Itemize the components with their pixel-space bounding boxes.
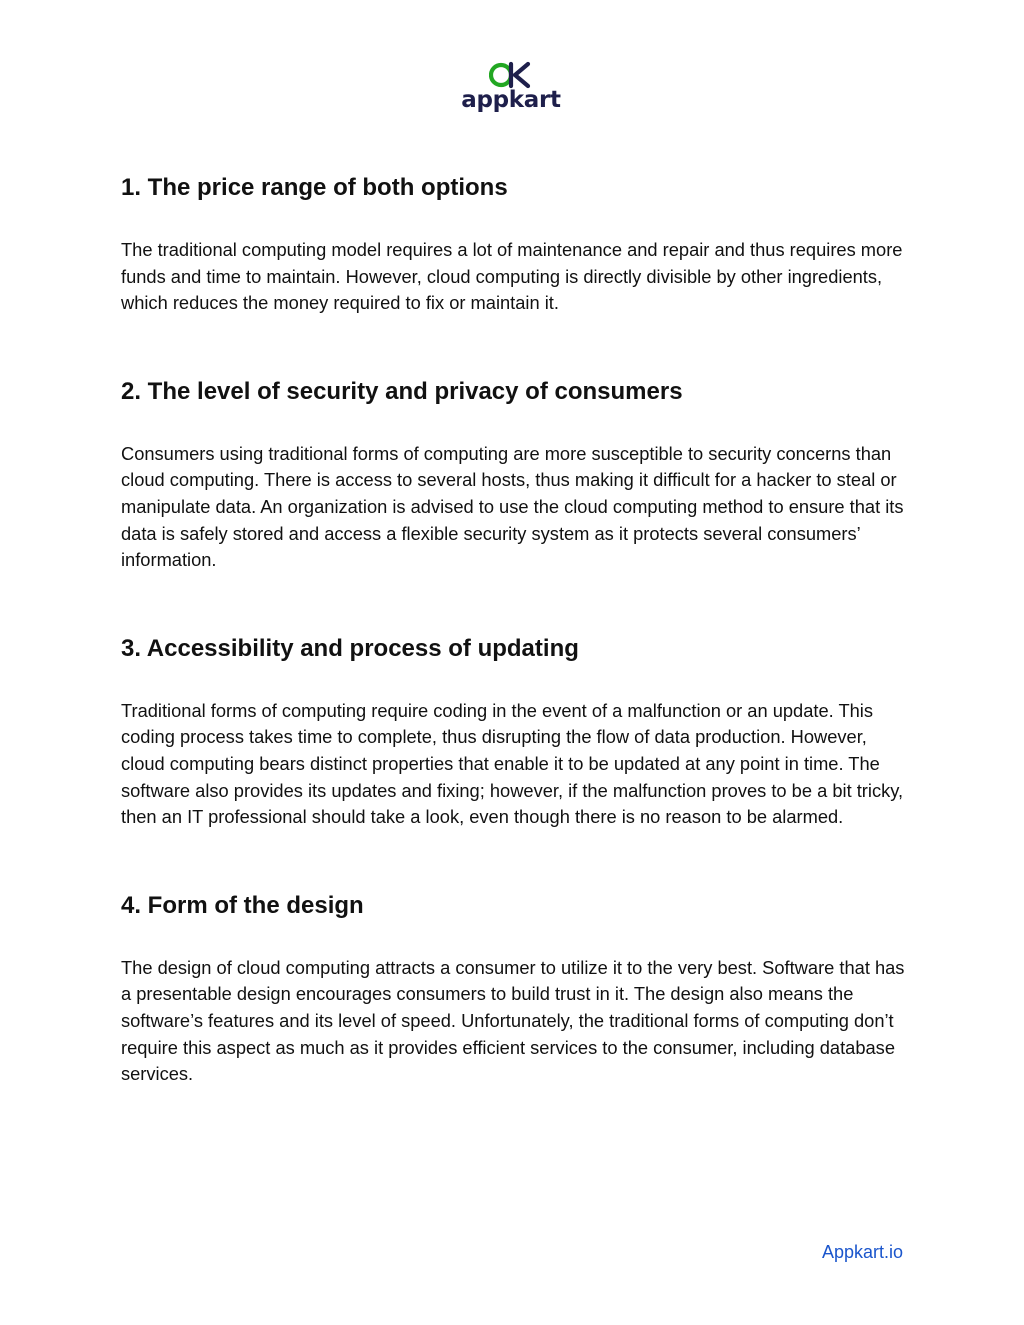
section-paragraph: The design of cloud computing attracts a consumer to utilize it to the very best. Software that has a presentable design encourages consumers to build trust in it. The design also means the software’s features and its level of speed. Unfortunately, the traditional forms of computing don’t require this aspect as much as it provides efficient services to the consumer, including database services. (121, 956, 905, 1085)
section-security-privacy (121, 374, 911, 574)
document-content (121, 170, 911, 1088)
section-heading: 3. Accessibility and process of updating (121, 634, 579, 662)
section-heading: 2. The level of security and privacy of consumers (121, 377, 683, 405)
section-paragraph: Consumers using traditional forms of computing are more susceptible to security concerns than cloud computing. There is access to several hosts, thus making it difficult for a hacker to steal or manipulate data. An organization is advised to use the cloud computing method to ensure that its data is safely stored and access a flexible security system as it protects several consumers’ information. (121, 442, 904, 571)
section-form-of-design (121, 888, 911, 1088)
appkart-logo (455, 58, 567, 122)
section-paragraph: Traditional forms of computing require coding in the event of a malfunction or an update. This coding process takes time to complete, thus disrupting the flow of data production. However, cloud computing bears distinct properties that enable it to be updated at any point in time. The software also provides its updates and fixing; however, if the malfunction proves to be a bit tricky, then an IT professional should take a look, even though there is no reason to be alarmed. (121, 699, 904, 828)
section-heading: 4. Form of the design (121, 891, 364, 919)
footer-website-link[interactable]: Appkart.io (821, 1242, 903, 1262)
logo-text: appkart (461, 87, 561, 113)
section-accessibility-updating (121, 631, 911, 831)
section-paragraph: The traditional computing model requires a lot of maintenance and repair and thus requires more funds and time to maintain. However, cloud computing is directly divisible by other ingredients, which reduces the money required to fix or maintain it. (121, 239, 903, 314)
section-heading: 1. The price range of both options (121, 174, 508, 201)
section-price-range (121, 170, 911, 317)
